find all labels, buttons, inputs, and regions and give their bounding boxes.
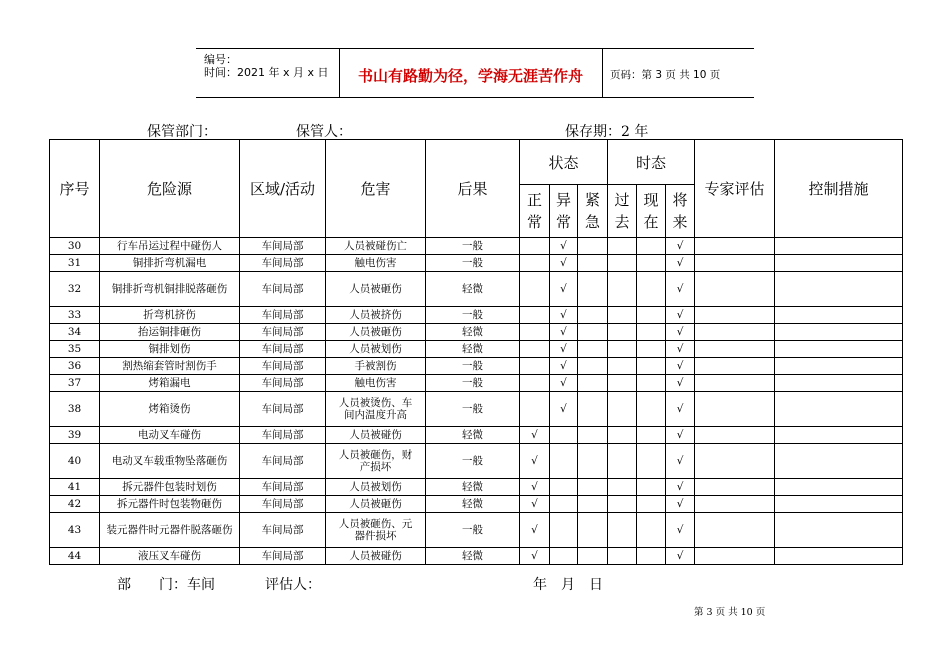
row-past [608, 444, 637, 479]
col-seq: 序号 [50, 140, 100, 238]
row-expert [695, 392, 775, 427]
col-present: 现在 [637, 185, 666, 238]
row-normal: √ [520, 548, 550, 565]
row-future: √ [666, 427, 695, 444]
row-past [608, 548, 637, 565]
table-row [50, 375, 903, 392]
row-past [608, 307, 637, 324]
row-control [775, 496, 903, 513]
row-hazard-source: 折弯机挤伤 [100, 307, 240, 324]
row-past [608, 427, 637, 444]
row-future: √ [666, 238, 695, 255]
row-future: √ [666, 358, 695, 375]
row-present [637, 392, 666, 427]
row-seq: 39 [50, 427, 100, 444]
row-future: √ [666, 272, 695, 307]
row-seq: 31 [50, 255, 100, 272]
header-left [196, 49, 339, 97]
row-seq: 34 [50, 324, 100, 341]
row-seq: 37 [50, 375, 100, 392]
row-hazard: 人员被砸伤 [326, 272, 426, 307]
row-abnormal: √ [550, 324, 578, 341]
row-hazard-source: 装元器件时元器件脱落砸伤 [100, 513, 240, 548]
row-normal: √ [520, 479, 550, 496]
row-seq: 41 [50, 479, 100, 496]
row-control [775, 548, 903, 565]
row-normal [520, 358, 550, 375]
footer-dept: 部 门：车间 [117, 577, 215, 593]
col-control: 控制措施 [775, 140, 903, 238]
row-control [775, 341, 903, 358]
row-present [637, 272, 666, 307]
row-area: 车间局部 [240, 255, 326, 272]
row-hazard-source: 铜排折弯机铜排脱落砸伤 [100, 272, 240, 307]
row-normal: √ [520, 444, 550, 479]
row-area: 车间局部 [240, 479, 326, 496]
table-row [50, 307, 903, 324]
row-abnormal: √ [550, 272, 578, 307]
number-label: 编号： [204, 53, 237, 66]
hazard-table [49, 139, 903, 565]
row-abnormal [550, 496, 578, 513]
row-seq: 30 [50, 238, 100, 255]
row-consequence: 轻微 [426, 479, 520, 496]
row-present [637, 548, 666, 565]
row-normal [520, 324, 550, 341]
row-consequence: 一般 [426, 238, 520, 255]
row-abnormal: √ [550, 238, 578, 255]
row-urgent [578, 324, 608, 341]
table-row [50, 496, 903, 513]
row-abnormal [550, 444, 578, 479]
col-tense: 时态 [608, 140, 695, 185]
row-consequence: 轻微 [426, 341, 520, 358]
row-control [775, 375, 903, 392]
col-past: 过去 [608, 185, 637, 238]
row-seq: 33 [50, 307, 100, 324]
row-urgent [578, 255, 608, 272]
row-abnormal: √ [550, 307, 578, 324]
row-present [637, 427, 666, 444]
row-future: √ [666, 479, 695, 496]
row-control [775, 324, 903, 341]
row-control [775, 358, 903, 375]
row-control [775, 479, 903, 496]
row-normal [520, 255, 550, 272]
row-seq: 32 [50, 272, 100, 307]
table-row [50, 444, 903, 479]
row-future: √ [666, 392, 695, 427]
row-normal: √ [520, 496, 550, 513]
row-expert [695, 548, 775, 565]
row-consequence: 轻微 [426, 272, 520, 307]
table-row [50, 513, 903, 548]
row-hazard-source: 割热缩套管时割伤手 [100, 358, 240, 375]
table-row [50, 255, 903, 272]
row-consequence: 轻微 [426, 496, 520, 513]
row-hazard: 人员被砸伤 [326, 496, 426, 513]
time-label: 时间：2021 年 x 月 x 日 [204, 66, 329, 79]
row-hazard: 手被割伤 [326, 358, 426, 375]
row-seq: 44 [50, 548, 100, 565]
table-row [50, 238, 903, 255]
col-area: 区域/活动 [240, 140, 326, 238]
row-future: √ [666, 375, 695, 392]
col-state: 状态 [520, 140, 608, 185]
row-urgent [578, 548, 608, 565]
row-urgent [578, 341, 608, 358]
row-urgent [578, 307, 608, 324]
row-past [608, 238, 637, 255]
row-hazard-source: 烤箱漏电 [100, 375, 240, 392]
row-past [608, 341, 637, 358]
row-urgent [578, 238, 608, 255]
row-hazard-source: 行车吊运过程中碰伤人 [100, 238, 240, 255]
row-hazard: 人员被划伤 [326, 479, 426, 496]
row-abnormal: √ [550, 341, 578, 358]
row-area: 车间局部 [240, 307, 326, 324]
row-hazard-source: 拆元器件时包装物砸伤 [100, 496, 240, 513]
row-expert [695, 513, 775, 548]
row-present [637, 496, 666, 513]
row-consequence: 一般 [426, 307, 520, 324]
dept-label: 保管部门： [147, 124, 217, 140]
row-control [775, 444, 903, 479]
row-normal [520, 341, 550, 358]
row-expert [695, 238, 775, 255]
row-future: √ [666, 341, 695, 358]
row-urgent [578, 272, 608, 307]
row-abnormal [550, 548, 578, 565]
row-present [637, 324, 666, 341]
row-area: 车间局部 [240, 427, 326, 444]
row-future: √ [666, 324, 695, 341]
row-hazard: 人员被烫伤、车间内温度升高 [326, 392, 426, 427]
row-abnormal: √ [550, 392, 578, 427]
row-hazard-source: 铜排折弯机漏电 [100, 255, 240, 272]
table-row [50, 548, 903, 565]
row-seq: 38 [50, 392, 100, 427]
row-hazard-source: 电动叉车碰伤 [100, 427, 240, 444]
row-past [608, 255, 637, 272]
page-info: 页码：第 3 页 共 10 页 [610, 69, 721, 81]
row-area: 车间局部 [240, 444, 326, 479]
row-expert [695, 479, 775, 496]
row-hazard: 人员被砸伤、元器件损坏 [326, 513, 426, 548]
row-area: 车间局部 [240, 392, 326, 427]
row-expert [695, 496, 775, 513]
row-normal: √ [520, 427, 550, 444]
row-past [608, 324, 637, 341]
row-future: √ [666, 255, 695, 272]
table-row [50, 272, 903, 307]
row-consequence: 一般 [426, 358, 520, 375]
period-label: 保存期：2 年 [565, 124, 649, 140]
col-hazard-source: 危险源 [100, 140, 240, 238]
row-past [608, 513, 637, 548]
table-row [50, 392, 903, 427]
row-seq: 35 [50, 341, 100, 358]
row-control [775, 427, 903, 444]
row-normal [520, 392, 550, 427]
row-urgent [578, 479, 608, 496]
row-abnormal [550, 479, 578, 496]
row-seq: 43 [50, 513, 100, 548]
row-seq: 40 [50, 444, 100, 479]
row-past [608, 479, 637, 496]
row-hazard-source: 铜排划伤 [100, 341, 240, 358]
row-area: 车间局部 [240, 496, 326, 513]
row-control [775, 255, 903, 272]
row-expert [695, 255, 775, 272]
page-number: 第 3 页 共 10 页 [694, 607, 766, 618]
row-urgent [578, 444, 608, 479]
row-present [637, 375, 666, 392]
page-header [196, 48, 754, 98]
row-hazard: 人员被砸伤 [326, 324, 426, 341]
row-control [775, 307, 903, 324]
row-normal [520, 307, 550, 324]
row-expert [695, 307, 775, 324]
row-area: 车间局部 [240, 358, 326, 375]
row-hazard: 触电伤害 [326, 255, 426, 272]
row-future: √ [666, 444, 695, 479]
row-expert [695, 272, 775, 307]
row-consequence: 一般 [426, 513, 520, 548]
row-hazard: 人员被碰伤亡 [326, 238, 426, 255]
row-past [608, 358, 637, 375]
keeper-label: 保管人： [296, 124, 352, 140]
row-past [608, 496, 637, 513]
row-future: √ [666, 513, 695, 548]
row-hazard: 触电伤害 [326, 375, 426, 392]
row-area: 车间局部 [240, 272, 326, 307]
footer-date: 年 月 日 [533, 577, 603, 593]
row-present [637, 479, 666, 496]
row-present [637, 341, 666, 358]
row-present [637, 513, 666, 548]
col-abnormal: 异常 [550, 185, 578, 238]
row-present [637, 238, 666, 255]
row-urgent [578, 358, 608, 375]
row-consequence: 一般 [426, 392, 520, 427]
col-future: 将来 [666, 185, 695, 238]
row-abnormal: √ [550, 255, 578, 272]
row-urgent [578, 392, 608, 427]
row-urgent [578, 496, 608, 513]
row-hazard: 人员被挤伤 [326, 307, 426, 324]
row-expert [695, 427, 775, 444]
row-control [775, 238, 903, 255]
row-consequence: 一般 [426, 444, 520, 479]
table-row [50, 341, 903, 358]
table-row [50, 358, 903, 375]
col-expert: 专家评估 [695, 140, 775, 238]
row-urgent [578, 513, 608, 548]
col-urgent: 紧急 [578, 185, 608, 238]
row-abnormal: √ [550, 358, 578, 375]
row-normal [520, 238, 550, 255]
row-normal: √ [520, 513, 550, 548]
row-expert [695, 341, 775, 358]
row-normal [520, 272, 550, 307]
row-hazard: 人员被划伤 [326, 341, 426, 358]
row-present [637, 255, 666, 272]
row-expert [695, 358, 775, 375]
row-present [637, 358, 666, 375]
row-present [637, 444, 666, 479]
table-row [50, 479, 903, 496]
row-hazard-source: 拆元器件包装时划伤 [100, 479, 240, 496]
row-expert [695, 444, 775, 479]
row-urgent [578, 375, 608, 392]
row-past [608, 392, 637, 427]
row-hazard-source: 抬运铜排砸伤 [100, 324, 240, 341]
row-abnormal [550, 427, 578, 444]
row-hazard: 人员被碰伤 [326, 427, 426, 444]
col-normal: 正常 [520, 185, 550, 238]
row-future: √ [666, 548, 695, 565]
row-abnormal [550, 513, 578, 548]
row-area: 车间局部 [240, 375, 326, 392]
row-seq: 42 [50, 496, 100, 513]
col-consequence: 后果 [426, 140, 520, 238]
row-expert [695, 375, 775, 392]
footer-assessor: 评估人： [265, 577, 321, 593]
row-present [637, 307, 666, 324]
row-hazard: 人员被砸伤，财产损坏 [326, 444, 426, 479]
row-control [775, 392, 903, 427]
row-control [775, 513, 903, 548]
row-hazard-source: 烤箱烫伤 [100, 392, 240, 427]
row-consequence: 轻微 [426, 548, 520, 565]
row-control [775, 272, 903, 307]
row-area: 车间局部 [240, 513, 326, 548]
row-consequence: 轻微 [426, 324, 520, 341]
row-past [608, 272, 637, 307]
row-area: 车间局部 [240, 548, 326, 565]
row-area: 车间局部 [240, 341, 326, 358]
row-abnormal: √ [550, 375, 578, 392]
row-future: √ [666, 496, 695, 513]
motto: 书山有路勤为径，学海无涯苦作舟 [357, 67, 583, 85]
row-consequence: 轻微 [426, 427, 520, 444]
row-area: 车间局部 [240, 324, 326, 341]
row-consequence: 一般 [426, 255, 520, 272]
row-area: 车间局部 [240, 238, 326, 255]
table-row [50, 324, 903, 341]
row-consequence: 一般 [426, 375, 520, 392]
table-row [50, 427, 903, 444]
row-hazard-source: 电动叉车载重物坠落砸伤 [100, 444, 240, 479]
row-normal [520, 375, 550, 392]
row-seq: 36 [50, 358, 100, 375]
row-expert [695, 324, 775, 341]
row-future: √ [666, 307, 695, 324]
row-past [608, 375, 637, 392]
col-hazard: 危害 [326, 140, 426, 238]
row-hazard-source: 液压叉车碰伤 [100, 548, 240, 565]
row-urgent [578, 427, 608, 444]
row-hazard: 人员被碰伤 [326, 548, 426, 565]
